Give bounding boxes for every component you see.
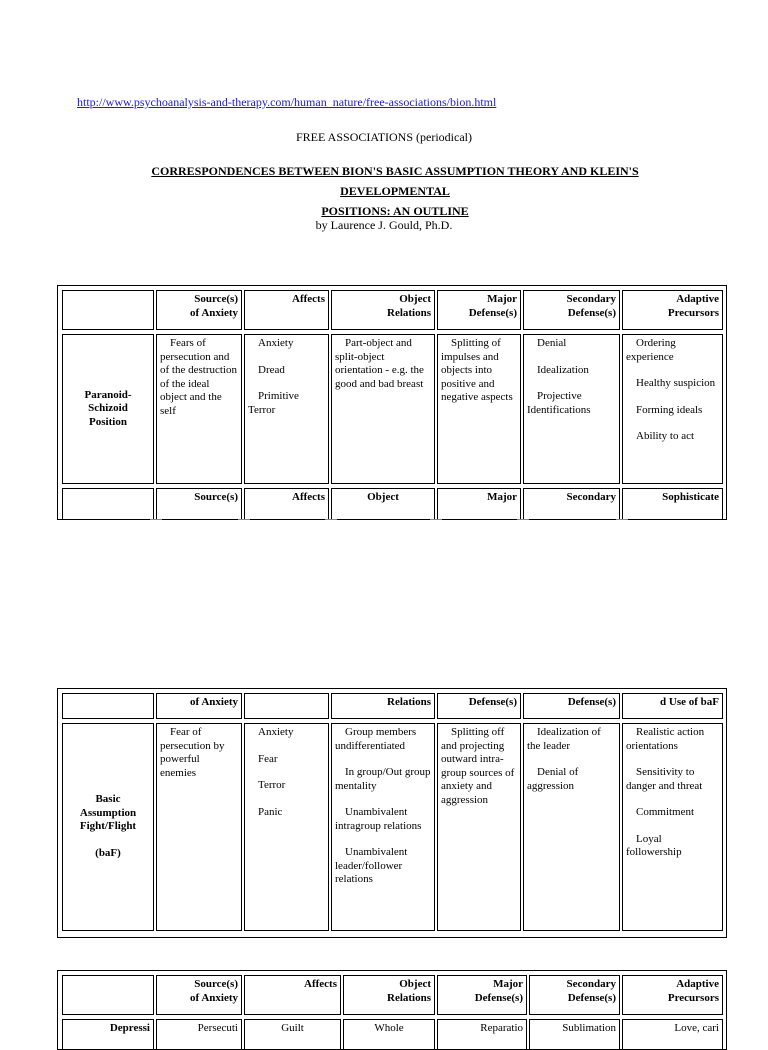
header-secondary-defenses: Secondary Defense(s) bbox=[529, 975, 620, 1015]
secondary-item: Denial bbox=[537, 337, 567, 349]
cell-anxiety bbox=[156, 334, 242, 484]
row-label-depressive: Depressi bbox=[62, 1019, 154, 1050]
anxiety-text: Fears of persecution and of the destruction of the ideal object and the self bbox=[160, 337, 237, 417]
cell-object-relations: Whole bbox=[343, 1019, 435, 1050]
cell-affects bbox=[244, 334, 329, 484]
adaptive-item: Ability to act bbox=[636, 430, 695, 442]
header-empty-cell bbox=[62, 693, 154, 719]
footer-major: Major bbox=[437, 488, 521, 520]
cell-major-defenses bbox=[437, 723, 521, 931]
affect-item: Fear bbox=[258, 752, 278, 765]
row-label-paranoid-schizoid: Paranoid- Schizoid Position bbox=[62, 334, 154, 484]
cell-anxiety bbox=[156, 723, 242, 931]
cell-major-defenses bbox=[437, 334, 521, 484]
footer-affects: Affects bbox=[244, 488, 329, 520]
adaptive-item: Commitment bbox=[636, 806, 695, 818]
cell-affects bbox=[244, 723, 329, 931]
title-line-1: CORRESPONDENCES BETWEEN BION'S BASIC ASSUMPTION THEORY AND KLEIN'S DEVELOPMENTAL bbox=[151, 164, 639, 198]
affect-item: Anxiety bbox=[258, 726, 294, 738]
header-empty-cell bbox=[62, 975, 154, 1015]
affect-item: Terror bbox=[258, 779, 286, 791]
relations-item: In group/Out group mentality bbox=[335, 766, 431, 792]
major-text: Splitting off and projecting outward intra-group sources of anxiety and aggression bbox=[441, 726, 515, 806]
header-empty-cell bbox=[62, 290, 154, 330]
adaptive-item: Loyal followership bbox=[626, 832, 682, 858]
cell-adaptive-precursors: Love, cari bbox=[622, 1019, 723, 1050]
affect-item: Anxiety bbox=[258, 337, 294, 349]
relations-text: Part-object and split-object orientation - e.g. the good and bad breast bbox=[335, 337, 424, 390]
header-object-relations: Object Relations bbox=[343, 975, 435, 1015]
adaptive-item: Healthy suspicion bbox=[636, 377, 716, 389]
divider bbox=[150, 519, 162, 520]
header-affects bbox=[244, 693, 329, 719]
adaptive-item: Forming ideals bbox=[636, 403, 703, 416]
header-major-defenses: Major Defense(s) bbox=[437, 290, 521, 330]
divider bbox=[325, 519, 337, 520]
adaptive-item: Sensitivity to danger and threat bbox=[626, 766, 703, 792]
relations-item: Unambivalent intragroup relations bbox=[335, 806, 422, 832]
cell-secondary-defenses bbox=[523, 723, 620, 931]
header-affects: Affects bbox=[244, 975, 341, 1015]
periodical-label: FREE ASSOCIATIONS (periodical) bbox=[296, 130, 472, 144]
secondary-item: Idealization bbox=[537, 363, 589, 376]
header-secondary-defenses: Secondary Defense(s) bbox=[523, 290, 620, 330]
header-anxiety: Source(s) of Anxiety bbox=[156, 975, 242, 1015]
divider bbox=[517, 519, 529, 520]
affect-item: Panic bbox=[258, 805, 283, 818]
byline: by Laurence J. Gould, Ph.D. bbox=[315, 218, 453, 232]
relations-item: Unambivalent leader/follower relations bbox=[335, 846, 408, 885]
header-adaptive-precursors: d Use of baF bbox=[622, 693, 723, 719]
cell-object-relations bbox=[331, 334, 435, 484]
row-label-fight-flight: Basic Assumption Fight/Flight (baF) bbox=[62, 723, 154, 931]
footer-empty-cell bbox=[62, 488, 154, 520]
cell-affects: Guilt bbox=[244, 1019, 341, 1050]
header-adaptive-precursors: Adaptive Precursors bbox=[622, 975, 723, 1015]
secondary-item: Idealization of the leader bbox=[527, 726, 601, 752]
table-paranoid-schizoid bbox=[57, 285, 727, 520]
footer-adaptive: Sophisticate bbox=[622, 488, 723, 520]
cell-adaptive-precursors bbox=[622, 334, 723, 484]
footer-anxiety: Source(s) bbox=[156, 488, 242, 520]
header-anxiety: Source(s) of Anxiety bbox=[156, 290, 242, 330]
header-affects: Affects bbox=[244, 290, 329, 330]
footer-secondary: Secondary bbox=[523, 488, 620, 520]
header-object-relations: Object Relations bbox=[331, 290, 435, 330]
cell-anxiety: Persecuti bbox=[156, 1019, 242, 1050]
cell-major-defenses: Reparatio bbox=[437, 1019, 527, 1050]
table-depressive bbox=[57, 970, 727, 1050]
divider bbox=[430, 519, 442, 520]
anxiety-text: Fear of persecution by powerful enemies bbox=[160, 726, 225, 779]
divider bbox=[238, 519, 250, 520]
adaptive-item: Realistic action orientations bbox=[626, 726, 705, 752]
cell-adaptive-precursors bbox=[622, 723, 723, 931]
adaptive-item: Ordering experience bbox=[626, 337, 676, 363]
header-secondary-defenses: Defense(s) bbox=[523, 693, 620, 719]
relations-item: Group members undifferentiated bbox=[335, 726, 417, 752]
header-object-relations: Relations bbox=[331, 693, 435, 719]
cell-secondary-defenses bbox=[523, 334, 620, 484]
header-major-defenses: Defense(s) bbox=[437, 693, 521, 719]
secondary-item: Projective Identifications bbox=[527, 390, 591, 416]
table-fight-flight bbox=[57, 688, 727, 938]
affect-item: Primitive Terror bbox=[248, 390, 299, 416]
title-line-2: POSITIONS: AN OUTLINE bbox=[321, 204, 469, 218]
header-adaptive-precursors: Adaptive Precursors bbox=[622, 290, 723, 330]
source-link[interactable]: http://www.psychoanalysis-and-therapy.com/human_nature/free-associations/bion.html bbox=[77, 95, 497, 109]
cell-secondary-defenses: Sublimation bbox=[529, 1019, 620, 1050]
article-title bbox=[95, 161, 695, 221]
major-text: Splitting of impulses and objects into positive and negative aspects bbox=[441, 337, 513, 403]
affect-item: Dread bbox=[258, 363, 285, 376]
divider bbox=[616, 519, 628, 520]
secondary-item: Denial of aggression bbox=[527, 766, 579, 792]
cell-object-relations bbox=[331, 723, 435, 931]
footer-object: Object bbox=[331, 488, 435, 520]
header-anxiety: of Anxiety bbox=[156, 693, 242, 719]
header-major-defenses: Major Defense(s) bbox=[437, 975, 527, 1015]
